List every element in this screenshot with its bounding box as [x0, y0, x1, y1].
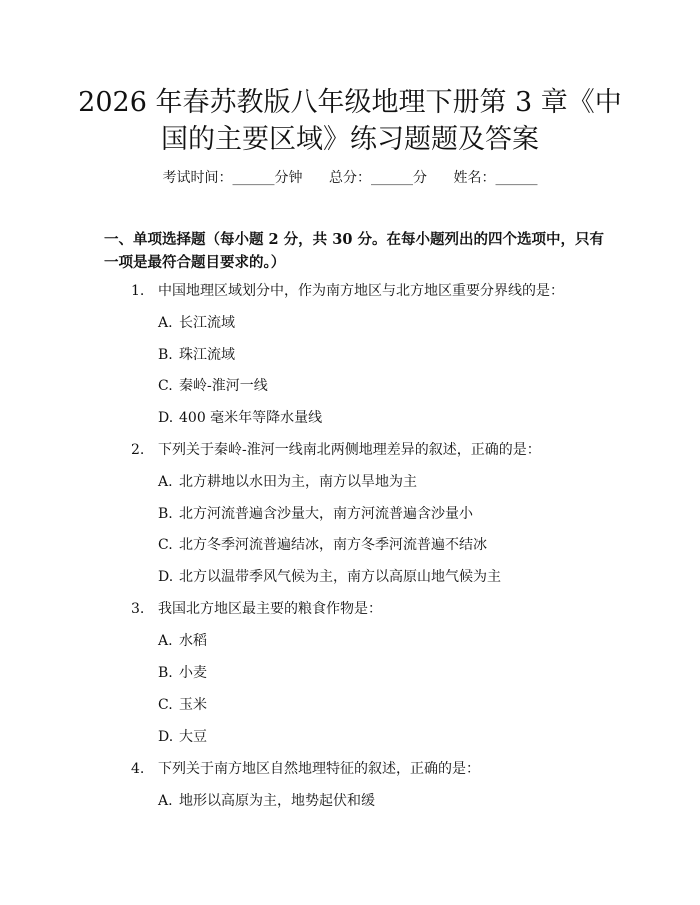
option-letter: B.: [158, 347, 173, 363]
option-4a: [158, 792, 375, 810]
option-text: 秦岭-淮河一线: [179, 378, 268, 394]
option-text: 地形以高原为主，地势起伏和缓: [179, 793, 375, 809]
exam-time-field: 考试时间：______分钟: [162, 170, 303, 186]
question-number: 2.: [131, 442, 145, 458]
option-1d: [158, 409, 322, 427]
question-1: [131, 282, 564, 300]
option-letter: D.: [158, 569, 174, 585]
option-letter: B.: [158, 665, 173, 681]
question-text: 我国北方地区最主要的粮食作物是：: [158, 601, 382, 617]
option-3c: [158, 696, 207, 714]
option-text: 珠江流域: [179, 347, 235, 363]
option-text: 长江流域: [179, 315, 235, 331]
question-number: 4.: [131, 761, 145, 777]
option-letter: C.: [158, 697, 173, 713]
option-2d: [158, 568, 501, 586]
option-3b: [158, 664, 207, 682]
option-letter: A.: [158, 793, 173, 809]
question-number: 3.: [131, 601, 145, 617]
title-line-1: 2026 年春苏教版八年级地理下册第 3 章《中: [78, 87, 622, 118]
name-field: 姓名：______: [453, 170, 538, 186]
option-text: 玉米: [179, 697, 207, 713]
section-heading: 一、单项选择题（每小题 2 分，共 30 分。在每小题列出的四个选项中，只有一项是最符合题目要求的。）: [104, 231, 604, 271]
option-text: 大豆: [179, 729, 207, 745]
option-letter: A.: [158, 633, 173, 649]
option-1c: [158, 377, 268, 395]
question-number: 1.: [131, 283, 145, 299]
option-3d: [158, 728, 207, 746]
option-3a: [158, 632, 207, 650]
question-4: [131, 760, 480, 778]
question-text: 下列关于秦岭-淮河一线南北两侧地理差异的叙述，正确的是：: [158, 442, 541, 458]
question-text: 下列关于南方地区自然地理特征的叙述，正确的是：: [158, 761, 480, 777]
option-letter: B.: [158, 506, 173, 522]
option-letter: C.: [158, 378, 173, 394]
question-3: [131, 600, 382, 618]
option-2c: [158, 536, 487, 554]
option-2a: [158, 473, 417, 491]
option-letter: D.: [158, 729, 174, 745]
option-letter: A.: [158, 474, 173, 490]
page-title: [60, 84, 640, 158]
option-text: 400 毫米年等降水量线: [179, 410, 323, 426]
exam-meta: [0, 169, 700, 187]
option-letter: C.: [158, 537, 173, 553]
option-text: 北方耕地以水田为主，南方以旱地为主: [179, 474, 417, 490]
question-text: 中国地理区域划分中，作为南方地区与北方地区重要分界线的是：: [158, 283, 564, 299]
option-text: 北方河流普遍含沙量大，南方河流普遍含沙量小: [179, 506, 473, 522]
option-text: 水稻: [179, 633, 207, 649]
total-score-field: 总分：______分: [329, 170, 427, 186]
option-text: 北方冬季河流普遍结冰，南方冬季河流普遍不结冰: [179, 537, 487, 553]
option-letter: D.: [158, 410, 174, 426]
title-line-2: 国的主要区域》练习题题及答案: [161, 124, 539, 155]
option-letter: A.: [158, 315, 173, 331]
option-2b: [158, 505, 473, 523]
option-1a: [158, 314, 235, 332]
question-2: [131, 441, 541, 459]
option-text: 北方以温带季风气候为主，南方以高原山地气候为主: [179, 569, 501, 585]
option-1b: [158, 346, 235, 364]
option-text: 小麦: [179, 665, 207, 681]
